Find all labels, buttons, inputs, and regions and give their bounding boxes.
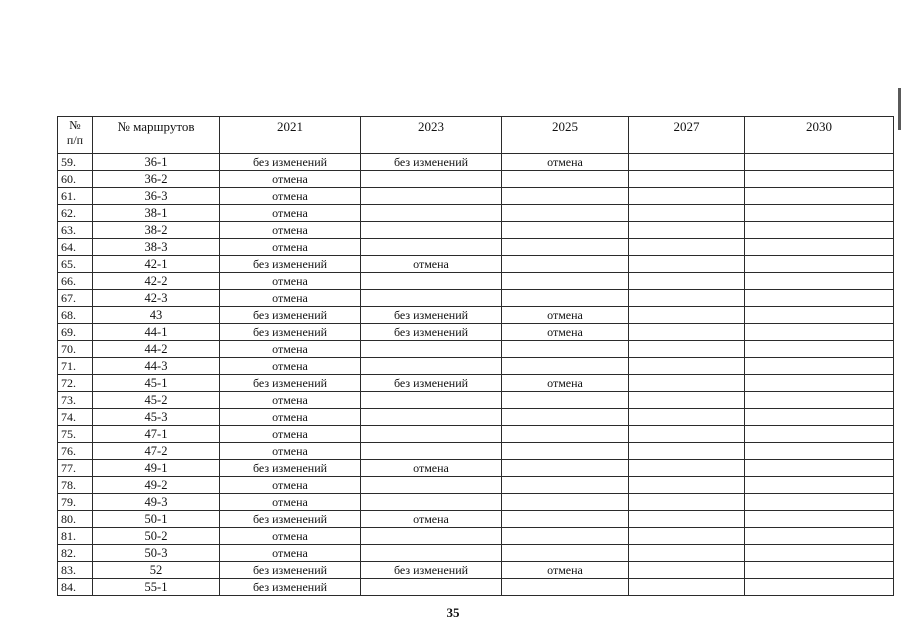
- year-2027-cell: [629, 154, 745, 171]
- year-2021-cell: отмена: [220, 528, 361, 545]
- row-number-cell: 82.: [58, 545, 93, 562]
- year-2027-cell: [629, 392, 745, 409]
- year-2027-cell: [629, 341, 745, 358]
- year-2030-cell: [745, 273, 894, 290]
- year-2021-cell: без изменений: [220, 579, 361, 596]
- year-2027-cell: [629, 171, 745, 188]
- year-2027-cell: [629, 477, 745, 494]
- year-2023-cell: [361, 528, 502, 545]
- header-year-2030: 2030: [745, 117, 894, 154]
- year-2025-cell: отмена: [502, 154, 629, 171]
- year-2023-cell: [361, 273, 502, 290]
- route-cell: 44-1: [93, 324, 220, 341]
- header-year-2027: 2027: [629, 117, 745, 154]
- route-cell: 42-3: [93, 290, 220, 307]
- year-2030-cell: [745, 477, 894, 494]
- year-2027-cell: [629, 562, 745, 579]
- table-row: [58, 205, 894, 222]
- header-route: № маршрутов: [93, 117, 220, 154]
- row-number-cell: 59.: [58, 154, 93, 171]
- year-2023-cell: [361, 477, 502, 494]
- table-row: [58, 528, 894, 545]
- year-2023-cell: [361, 494, 502, 511]
- year-2030-cell: [745, 290, 894, 307]
- row-number-cell: 64.: [58, 239, 93, 256]
- row-number-cell: 68.: [58, 307, 93, 324]
- route-cell: 38-3: [93, 239, 220, 256]
- row-number-cell: 61.: [58, 188, 93, 205]
- year-2027-cell: [629, 256, 745, 273]
- year-2025-cell: [502, 511, 629, 528]
- route-cell: 36-1: [93, 154, 220, 171]
- header-number-sign: №: [69, 118, 81, 132]
- route-cell: 55-1: [93, 579, 220, 596]
- year-2030-cell: [745, 324, 894, 341]
- year-2021-cell: без изменений: [220, 307, 361, 324]
- year-2030-cell: [745, 494, 894, 511]
- year-2027-cell: [629, 545, 745, 562]
- route-cell: 50-3: [93, 545, 220, 562]
- year-2027-cell: [629, 511, 745, 528]
- row-number-cell: 75.: [58, 426, 93, 443]
- year-2021-cell: отмена: [220, 341, 361, 358]
- year-2027-cell: [629, 460, 745, 477]
- header-row: [58, 117, 894, 154]
- year-2025-cell: [502, 409, 629, 426]
- year-2025-cell: отмена: [502, 307, 629, 324]
- year-2030-cell: [745, 205, 894, 222]
- year-2021-cell: отмена: [220, 545, 361, 562]
- year-2025-cell: [502, 205, 629, 222]
- year-2023-cell: [361, 392, 502, 409]
- row-number-cell: 77.: [58, 460, 93, 477]
- row-number-cell: 62.: [58, 205, 93, 222]
- year-2023-cell: [361, 239, 502, 256]
- table-row: [58, 443, 894, 460]
- year-2025-cell: [502, 426, 629, 443]
- year-2021-cell: без изменений: [220, 154, 361, 171]
- row-number-cell: 83.: [58, 562, 93, 579]
- year-2023-cell: [361, 205, 502, 222]
- year-2021-cell: без изменений: [220, 324, 361, 341]
- year-2021-cell: отмена: [220, 239, 361, 256]
- year-2025-cell: [502, 392, 629, 409]
- year-2023-cell: без изменений: [361, 562, 502, 579]
- route-cell: 50-1: [93, 511, 220, 528]
- year-2021-cell: отмена: [220, 205, 361, 222]
- year-2021-cell: отмена: [220, 273, 361, 290]
- row-number-cell: 70.: [58, 341, 93, 358]
- year-2025-cell: отмена: [502, 324, 629, 341]
- year-2021-cell: отмена: [220, 222, 361, 239]
- route-cell: 38-1: [93, 205, 220, 222]
- year-2021-cell: отмена: [220, 477, 361, 494]
- year-2023-cell: [361, 222, 502, 239]
- year-2021-cell: отмена: [220, 443, 361, 460]
- page-number: 35: [446, 605, 460, 620]
- year-2021-cell: отмена: [220, 188, 361, 205]
- row-number-cell: 63.: [58, 222, 93, 239]
- year-2027-cell: [629, 188, 745, 205]
- year-2025-cell: [502, 579, 629, 596]
- table-row: [58, 375, 894, 392]
- year-2023-cell: [361, 188, 502, 205]
- row-number-cell: 72.: [58, 375, 93, 392]
- row-number-cell: 67.: [58, 290, 93, 307]
- year-2027-cell: [629, 358, 745, 375]
- year-2021-cell: без изменений: [220, 511, 361, 528]
- header-row-number: [58, 117, 93, 154]
- year-2027-cell: [629, 324, 745, 341]
- year-2030-cell: [745, 239, 894, 256]
- table-row: [58, 341, 894, 358]
- header-number-abbrev: п/п: [66, 133, 84, 147]
- year-2023-cell: [361, 290, 502, 307]
- table-body: [58, 154, 894, 596]
- year-2030-cell: [745, 562, 894, 579]
- year-2027-cell: [629, 494, 745, 511]
- year-2030-cell: [745, 460, 894, 477]
- route-cell: 44-2: [93, 341, 220, 358]
- row-number-cell: 84.: [58, 579, 93, 596]
- row-number-cell: 74.: [58, 409, 93, 426]
- table-row: [58, 409, 894, 426]
- year-2025-cell: [502, 341, 629, 358]
- row-number-cell: 65.: [58, 256, 93, 273]
- year-2021-cell: отмена: [220, 171, 361, 188]
- route-cell: 36-3: [93, 188, 220, 205]
- year-2030-cell: [745, 188, 894, 205]
- year-2021-cell: отмена: [220, 426, 361, 443]
- year-2030-cell: [745, 545, 894, 562]
- year-2025-cell: отмена: [502, 375, 629, 392]
- year-2023-cell: [361, 443, 502, 460]
- year-2025-cell: [502, 273, 629, 290]
- row-number-cell: 69.: [58, 324, 93, 341]
- year-2030-cell: [745, 511, 894, 528]
- year-2025-cell: [502, 477, 629, 494]
- route-cell: 45-3: [93, 409, 220, 426]
- year-2023-cell: без изменений: [361, 154, 502, 171]
- year-2023-cell: [361, 545, 502, 562]
- year-2023-cell: [361, 171, 502, 188]
- route-cell: 52: [93, 562, 220, 579]
- table-row: [58, 171, 894, 188]
- year-2027-cell: [629, 205, 745, 222]
- route-cell: 50-2: [93, 528, 220, 545]
- route-cell: 43: [93, 307, 220, 324]
- year-2030-cell: [745, 528, 894, 545]
- row-number-cell: 66.: [58, 273, 93, 290]
- row-number-cell: 73.: [58, 392, 93, 409]
- table-row: [58, 222, 894, 239]
- year-2025-cell: [502, 443, 629, 460]
- year-2025-cell: [502, 171, 629, 188]
- year-2021-cell: отмена: [220, 392, 361, 409]
- routes-table: [57, 116, 894, 596]
- year-2027-cell: [629, 426, 745, 443]
- year-2025-cell: [502, 290, 629, 307]
- row-number-cell: 78.: [58, 477, 93, 494]
- table-row: [58, 154, 894, 171]
- header-year-2021: 2021: [220, 117, 361, 154]
- row-number-cell: 71.: [58, 358, 93, 375]
- route-cell: 47-2: [93, 443, 220, 460]
- route-cell: 49-1: [93, 460, 220, 477]
- year-2025-cell: [502, 256, 629, 273]
- header-year-2025: 2025: [502, 117, 629, 154]
- year-2030-cell: [745, 341, 894, 358]
- year-2030-cell: [745, 426, 894, 443]
- year-2030-cell: [745, 256, 894, 273]
- row-number-cell: 79.: [58, 494, 93, 511]
- row-number-cell: 76.: [58, 443, 93, 460]
- year-2025-cell: [502, 188, 629, 205]
- year-2021-cell: без изменений: [220, 562, 361, 579]
- year-2030-cell: [745, 443, 894, 460]
- row-number-cell: 81.: [58, 528, 93, 545]
- year-2023-cell: [361, 426, 502, 443]
- year-2021-cell: без изменений: [220, 256, 361, 273]
- table-row: [58, 392, 894, 409]
- table-row: [58, 290, 894, 307]
- route-cell: 47-1: [93, 426, 220, 443]
- year-2025-cell: отмена: [502, 562, 629, 579]
- year-2023-cell: без изменений: [361, 307, 502, 324]
- year-2021-cell: отмена: [220, 358, 361, 375]
- year-2025-cell: [502, 239, 629, 256]
- table-row: [58, 239, 894, 256]
- table-row: [58, 511, 894, 528]
- year-2023-cell: [361, 358, 502, 375]
- table-row: [58, 256, 894, 273]
- year-2027-cell: [629, 307, 745, 324]
- table-row: [58, 562, 894, 579]
- year-2027-cell: [629, 579, 745, 596]
- year-2023-cell: без изменений: [361, 375, 502, 392]
- route-cell: 45-1: [93, 375, 220, 392]
- page-edge-mark: [898, 88, 901, 130]
- year-2023-cell: без изменений: [361, 324, 502, 341]
- year-2025-cell: [502, 358, 629, 375]
- year-2021-cell: отмена: [220, 290, 361, 307]
- year-2030-cell: [745, 307, 894, 324]
- year-2030-cell: [745, 375, 894, 392]
- year-2027-cell: [629, 222, 745, 239]
- route-cell: 42-2: [93, 273, 220, 290]
- table-header: [58, 117, 894, 154]
- year-2027-cell: [629, 409, 745, 426]
- route-cell: 45-2: [93, 392, 220, 409]
- route-cell: 42-1: [93, 256, 220, 273]
- year-2021-cell: без изменений: [220, 460, 361, 477]
- year-2027-cell: [629, 375, 745, 392]
- year-2030-cell: [745, 358, 894, 375]
- table-row: [58, 579, 894, 596]
- year-2030-cell: [745, 392, 894, 409]
- year-2021-cell: отмена: [220, 494, 361, 511]
- route-cell: 44-3: [93, 358, 220, 375]
- year-2023-cell: отмена: [361, 511, 502, 528]
- year-2021-cell: без изменений: [220, 375, 361, 392]
- year-2030-cell: [745, 409, 894, 426]
- year-2030-cell: [745, 154, 894, 171]
- year-2027-cell: [629, 239, 745, 256]
- year-2030-cell: [745, 579, 894, 596]
- year-2025-cell: [502, 222, 629, 239]
- year-2027-cell: [629, 273, 745, 290]
- header-year-2023: 2023: [361, 117, 502, 154]
- year-2025-cell: [502, 494, 629, 511]
- year-2025-cell: [502, 528, 629, 545]
- row-number-cell: 80.: [58, 511, 93, 528]
- table-row: [58, 188, 894, 205]
- year-2021-cell: отмена: [220, 409, 361, 426]
- table-row: [58, 426, 894, 443]
- year-2027-cell: [629, 290, 745, 307]
- table-row: [58, 494, 894, 511]
- table-row: [58, 477, 894, 494]
- route-cell: 36-2: [93, 171, 220, 188]
- table-row: [58, 460, 894, 477]
- year-2023-cell: отмена: [361, 256, 502, 273]
- year-2023-cell: отмена: [361, 460, 502, 477]
- year-2030-cell: [745, 171, 894, 188]
- route-cell: 38-2: [93, 222, 220, 239]
- year-2030-cell: [745, 222, 894, 239]
- year-2025-cell: [502, 460, 629, 477]
- year-2027-cell: [629, 443, 745, 460]
- year-2023-cell: [361, 409, 502, 426]
- row-number-cell: 60.: [58, 171, 93, 188]
- table-row: [58, 545, 894, 562]
- year-2023-cell: [361, 341, 502, 358]
- year-2027-cell: [629, 528, 745, 545]
- table-row: [58, 273, 894, 290]
- year-2025-cell: [502, 545, 629, 562]
- route-cell: 49-3: [93, 494, 220, 511]
- table-row: [58, 324, 894, 341]
- table-row: [58, 358, 894, 375]
- route-cell: 49-2: [93, 477, 220, 494]
- table-row: [58, 307, 894, 324]
- year-2023-cell: [361, 579, 502, 596]
